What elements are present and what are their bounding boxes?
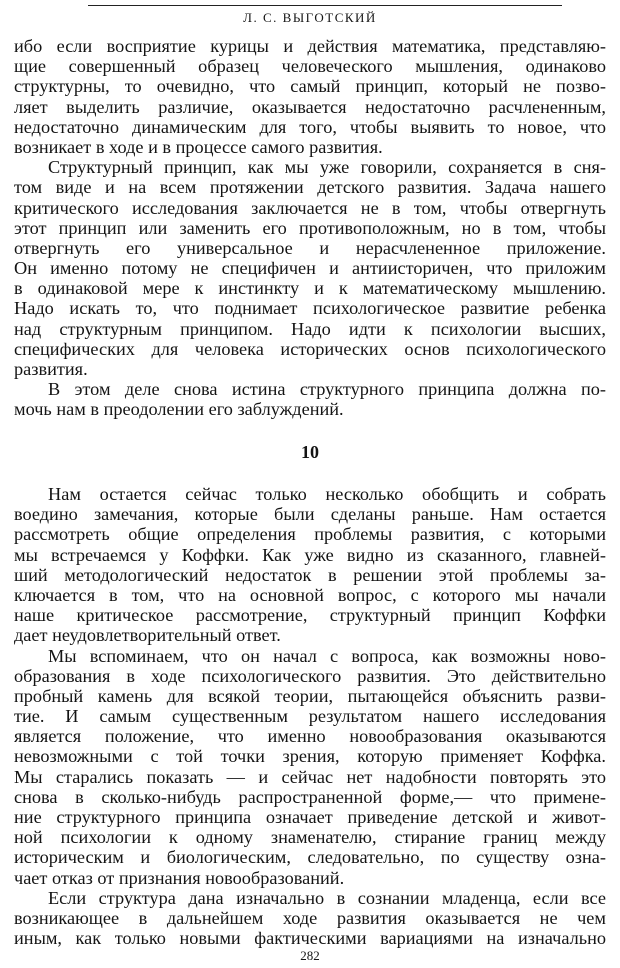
text-line: над структурным принципом. Надо идти к психологии высших, bbox=[14, 318, 606, 339]
text-line: Структурный принцип, как мы уже говорили, сохраняется в сня- bbox=[48, 157, 606, 178]
text-line: Если структура дана изначально в сознании младенца, если все bbox=[48, 887, 606, 908]
text-line: Нам остается сейчас только несколько обобщить и собрать bbox=[48, 484, 606, 504]
text-line: образования в ходе психологического развития. Это действительно bbox=[14, 665, 606, 686]
text-line: иным, как только новыми фактическими вариациями на изначально bbox=[14, 928, 606, 949]
text-line: отвергнуть его универсальное и нерасчлененное приложение. bbox=[14, 237, 606, 258]
text-line: ляет выделить различие, оказывается недостаточно расчлененным, bbox=[14, 96, 606, 117]
text-line: мочь нам в преодолении его заблуждений. bbox=[14, 399, 344, 420]
text-line: этот принцип или заменить его противоположным, но в том, чтобы bbox=[14, 217, 606, 238]
text-line: снова в сколько-нибудь распространенной форме,— что примене- bbox=[14, 786, 606, 807]
text-line: чает отказ от признания новообразований. bbox=[14, 867, 345, 888]
text-line: щие совершенный образец человеческого мышления, одинаково bbox=[14, 56, 606, 77]
text-line: мы встречаемся у Коффки. Как уже видно из сказанного, главней- bbox=[14, 544, 606, 565]
header-rule bbox=[88, 5, 562, 6]
text-line: ибо если восприятие курицы и действия математика, представляю- bbox=[14, 36, 606, 56]
text-line: Он именно потому не специфичен и антиисторичен, что приложим bbox=[14, 258, 606, 279]
text-line: том виде и на всем протяжении детского развития. Задача нашего bbox=[14, 177, 606, 198]
text-line: специфических для человека исторических основ психологического bbox=[14, 338, 606, 359]
text-line: невозможными с той точки зрения, которую применяет Коффка. bbox=[14, 746, 606, 767]
text-line: развития. bbox=[14, 359, 88, 379]
text-line: историческим и биологическим, следовательно, по существу озна- bbox=[14, 847, 606, 868]
text-line: В этом деле снова истина структурного принципа должна по- bbox=[48, 379, 606, 400]
text-line: Надо искать то, что поднимает психологическое развитие ребенка bbox=[14, 298, 606, 319]
text-line: структурны, то очевидно, что самый принцип, который не позво- bbox=[14, 76, 606, 97]
text-line: недостаточно динамическим для того, чтобы выявить то новое, что bbox=[14, 116, 606, 137]
text-line: в одинаковой мере к инстинкту и к математическому мышлению. bbox=[14, 278, 606, 299]
text-line: ной психологии к одному знаменателю, стирание границ между bbox=[14, 827, 606, 848]
section-number: 10 bbox=[301, 442, 319, 462]
text-line: Мы вспоминаем, что он начал с вопроса, как возможны ново- bbox=[48, 645, 606, 666]
text-line: возникает в ходе и в процессе самого развития. bbox=[14, 136, 383, 157]
text-line: тие. И самым существенным результатом нашего исследования bbox=[14, 706, 606, 727]
text-line: воедино замечания, которые были сделаны раньше. Нам остается bbox=[14, 504, 606, 525]
text-line: наше критическое рассмотрение, структурный принцип Коффки bbox=[14, 605, 606, 626]
text-line: дает неудовлетворительный ответ. bbox=[14, 625, 281, 646]
text-line: критического исследования заключается не в том, чтобы отвергнуть bbox=[14, 197, 606, 218]
text-line: ший методологический недостаток в решении этой проблемы за- bbox=[14, 564, 606, 585]
text-line: возникающее в дальнейшем ходе развития оказывается не чем bbox=[14, 907, 606, 928]
text-line: пробный камень для всякой теории, пытающейся объяснить разви- bbox=[14, 685, 606, 706]
text-line: является положение, что именно новообразования оказываются bbox=[14, 726, 606, 747]
text-block-bottom bbox=[14, 484, 606, 948]
text-block-top bbox=[14, 36, 606, 420]
text-line: ключается в том, что на основной вопрос, с которого мы начали bbox=[14, 584, 606, 605]
text-line: рассмотреть общие определения проблемы развития, с которыми bbox=[14, 524, 606, 545]
running-head: Л. С. ВЫГОТСКИЙ bbox=[243, 10, 377, 25]
page-number: 282 bbox=[300, 948, 320, 963]
text-line: Мы старались показать — и сейчас нет надобности повторять это bbox=[14, 766, 606, 787]
text-line: ние структурного принципа означает приведение детской и живот- bbox=[14, 807, 606, 827]
